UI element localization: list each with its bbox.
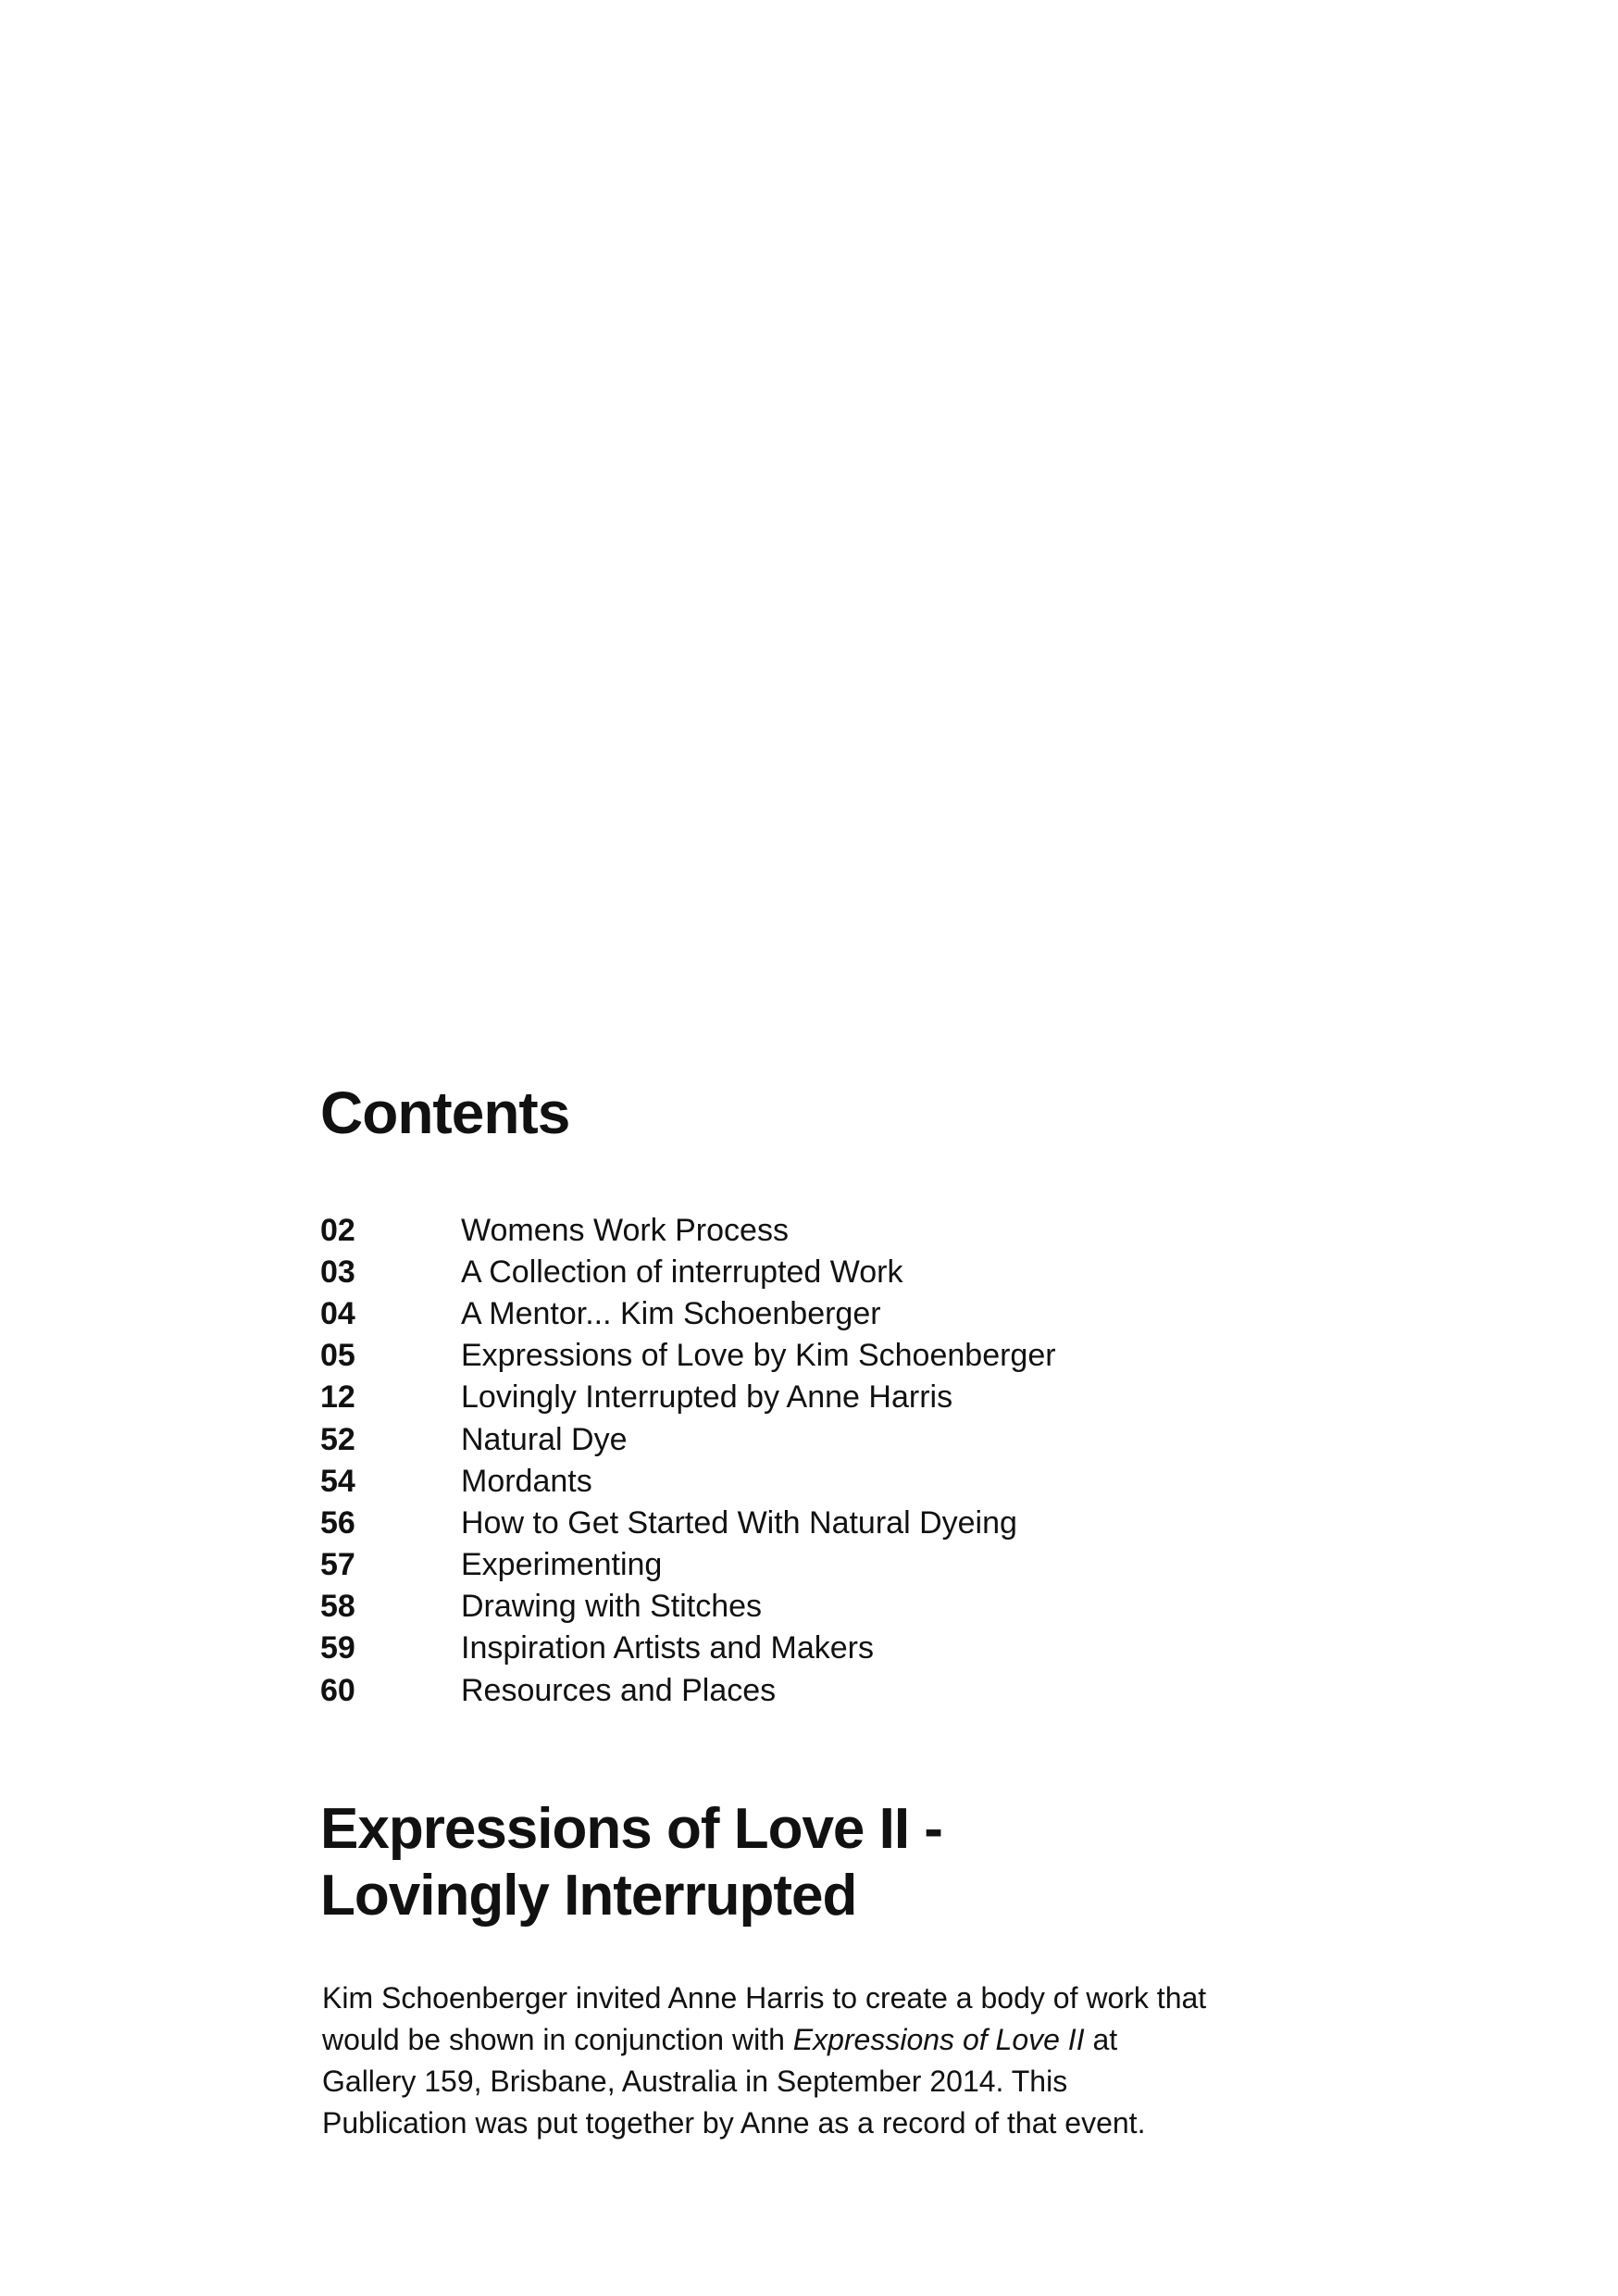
toc-entry xyxy=(320,1377,1246,1418)
section-title-line-1: Expressions of Love II - xyxy=(320,1797,942,1861)
section-title-line-2: Lovingly Interrupted xyxy=(320,1864,857,1928)
toc-page-number: 05 xyxy=(320,1338,355,1374)
toc-page-number: 04 xyxy=(320,1295,355,1331)
toc-entry-title: Natural Dye xyxy=(461,1421,628,1457)
intro-exhibition-title: Expressions of Love II xyxy=(792,2023,1085,2056)
toc-entry-title: Womens Work Process xyxy=(461,1212,789,1248)
toc-page-number: 56 xyxy=(320,1504,355,1541)
toc-entry-title: A Mentor... Kim Schoenberger xyxy=(461,1295,881,1331)
toc-entry xyxy=(320,1544,1246,1586)
toc-entry xyxy=(320,1669,1246,1711)
toc-entry-title: Mordants xyxy=(461,1463,592,1499)
toc-entry xyxy=(320,1460,1246,1502)
toc-entry-title: Experimenting xyxy=(461,1547,663,1583)
contents-heading: Contents xyxy=(320,1079,570,1146)
toc-page-number: 12 xyxy=(320,1379,355,1416)
toc-entry xyxy=(320,1209,1246,1251)
toc-page-number: 59 xyxy=(320,1630,355,1666)
toc-page-number: 58 xyxy=(320,1589,355,1625)
toc-entry xyxy=(320,1586,1246,1628)
toc-entry xyxy=(320,1628,1246,1669)
toc-entry xyxy=(320,1418,1246,1460)
toc-entry-title: Expressions of Love by Kim Schoenberger xyxy=(461,1338,1056,1374)
intro-paragraph xyxy=(322,1978,1211,2144)
table-of-contents xyxy=(320,1209,1246,1711)
toc-page-number: 54 xyxy=(320,1463,355,1499)
toc-entry-title: A Collection of interrupted Work xyxy=(461,1254,903,1290)
intro-text-start: Kim Schoenberger invited Anne Harris to create a body of work that would be shown in conjunction with xyxy=(322,1981,1207,2056)
toc-page-number: 02 xyxy=(320,1212,355,1248)
toc-entry-title: Inspiration Artists and Makers xyxy=(461,1630,874,1666)
toc-entry xyxy=(320,1292,1246,1334)
toc-entry-title: Lovingly Interrupted by Anne Harris xyxy=(461,1379,953,1416)
toc-page-number: 57 xyxy=(320,1547,355,1583)
toc-page-number: 60 xyxy=(320,1672,355,1708)
toc-page-number: 03 xyxy=(320,1254,355,1290)
toc-page-number: 52 xyxy=(320,1421,355,1457)
toc-entry xyxy=(320,1251,1246,1292)
section-title xyxy=(320,1796,942,1929)
toc-entry xyxy=(320,1502,1246,1543)
toc-entry-title: How to Get Started With Natural Dyeing xyxy=(461,1504,1017,1541)
toc-entry-title: Resources and Places xyxy=(461,1672,777,1708)
toc-entry-title: Drawing with Stitches xyxy=(461,1589,763,1625)
toc-entry xyxy=(320,1335,1246,1377)
intro-text-end: at Gallery 159, Brisbane, Australia in September 2014. This Publication was put together by Anne as a record of that event. xyxy=(322,2023,1146,2140)
